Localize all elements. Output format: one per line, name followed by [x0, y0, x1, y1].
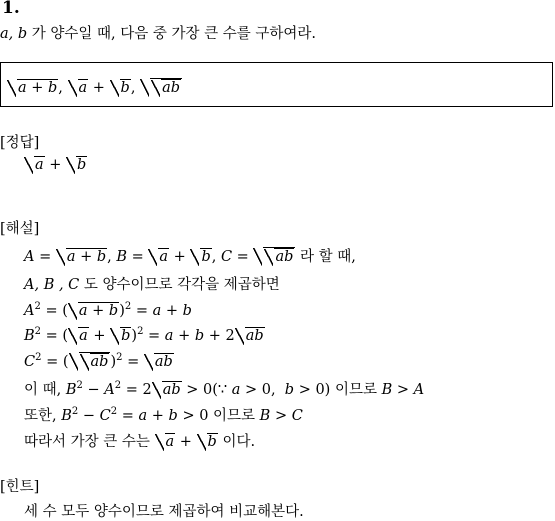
problem-variables: a, b: [0, 26, 28, 42]
explanation-line-6: 이 때, $B^2 - A^2 = 2$ ab > 0(∵ a > 0, b > 0) 이므로 B > A: [24, 380, 425, 398]
explanation-line-2-vars: A, B , C: [24, 277, 80, 293]
choices-expression: a + b, a + b, ab: [7, 78, 182, 96]
answer-label: [정답]: [0, 135, 40, 151]
explanation-line-6-mid: 이므로: [334, 382, 377, 398]
explanation-line-3: $A^2$ = ( a + b)$^2$ = a + b: [24, 301, 192, 319]
choices-box: [0, 62, 553, 107]
explanation-line-5: $C^2$ = ( ab )$^2$ = ab: [24, 352, 173, 370]
answer-expression: a + b: [24, 156, 87, 173]
explanation-line-1: A = a + b, B = a + b, C = ab 라 할 때,: [24, 249, 356, 265]
explanation-line-2: [24, 273, 280, 294]
explanation-line-1-suffix: 라 할 때,: [299, 249, 356, 265]
explanation-line-8: 따라서 가장 큰 수는 a + b 이다.: [24, 434, 256, 450]
explanation-line-2-text: 도 양수이므로 각각을 제곱하면: [83, 277, 280, 293]
problem-question: 가 양수일 때, 다음 중 가장 큰 수를 구하여라.: [31, 26, 316, 42]
problem-statement: [0, 22, 316, 43]
explanation-line-7: 또한, $B^2 - C^2 = a + b > 0$ 이므로 B > C: [24, 406, 303, 424]
explanation-line-8-prefix: 따라서 가장 큰 수는: [24, 434, 150, 450]
explanation-line-6-prefix: 이 때,: [24, 382, 62, 398]
explanation-line-7-prefix: 또한,: [24, 408, 57, 424]
explanation-line-4: $B^2$ = ( a + b)$^2$ = a + b + 2 ab: [24, 326, 264, 344]
explanation-line-8-suffix: 이다.: [222, 434, 256, 450]
hint-text: 세 수 모두 양수이므로 제곱하여 비교해본다.: [24, 504, 304, 520]
hint-label: [힌트]: [0, 479, 40, 495]
explanation-line-7-mid: 이므로: [213, 408, 256, 424]
explanation-label: [해설]: [0, 221, 40, 237]
problem-number: 1.: [2, 0, 20, 18]
